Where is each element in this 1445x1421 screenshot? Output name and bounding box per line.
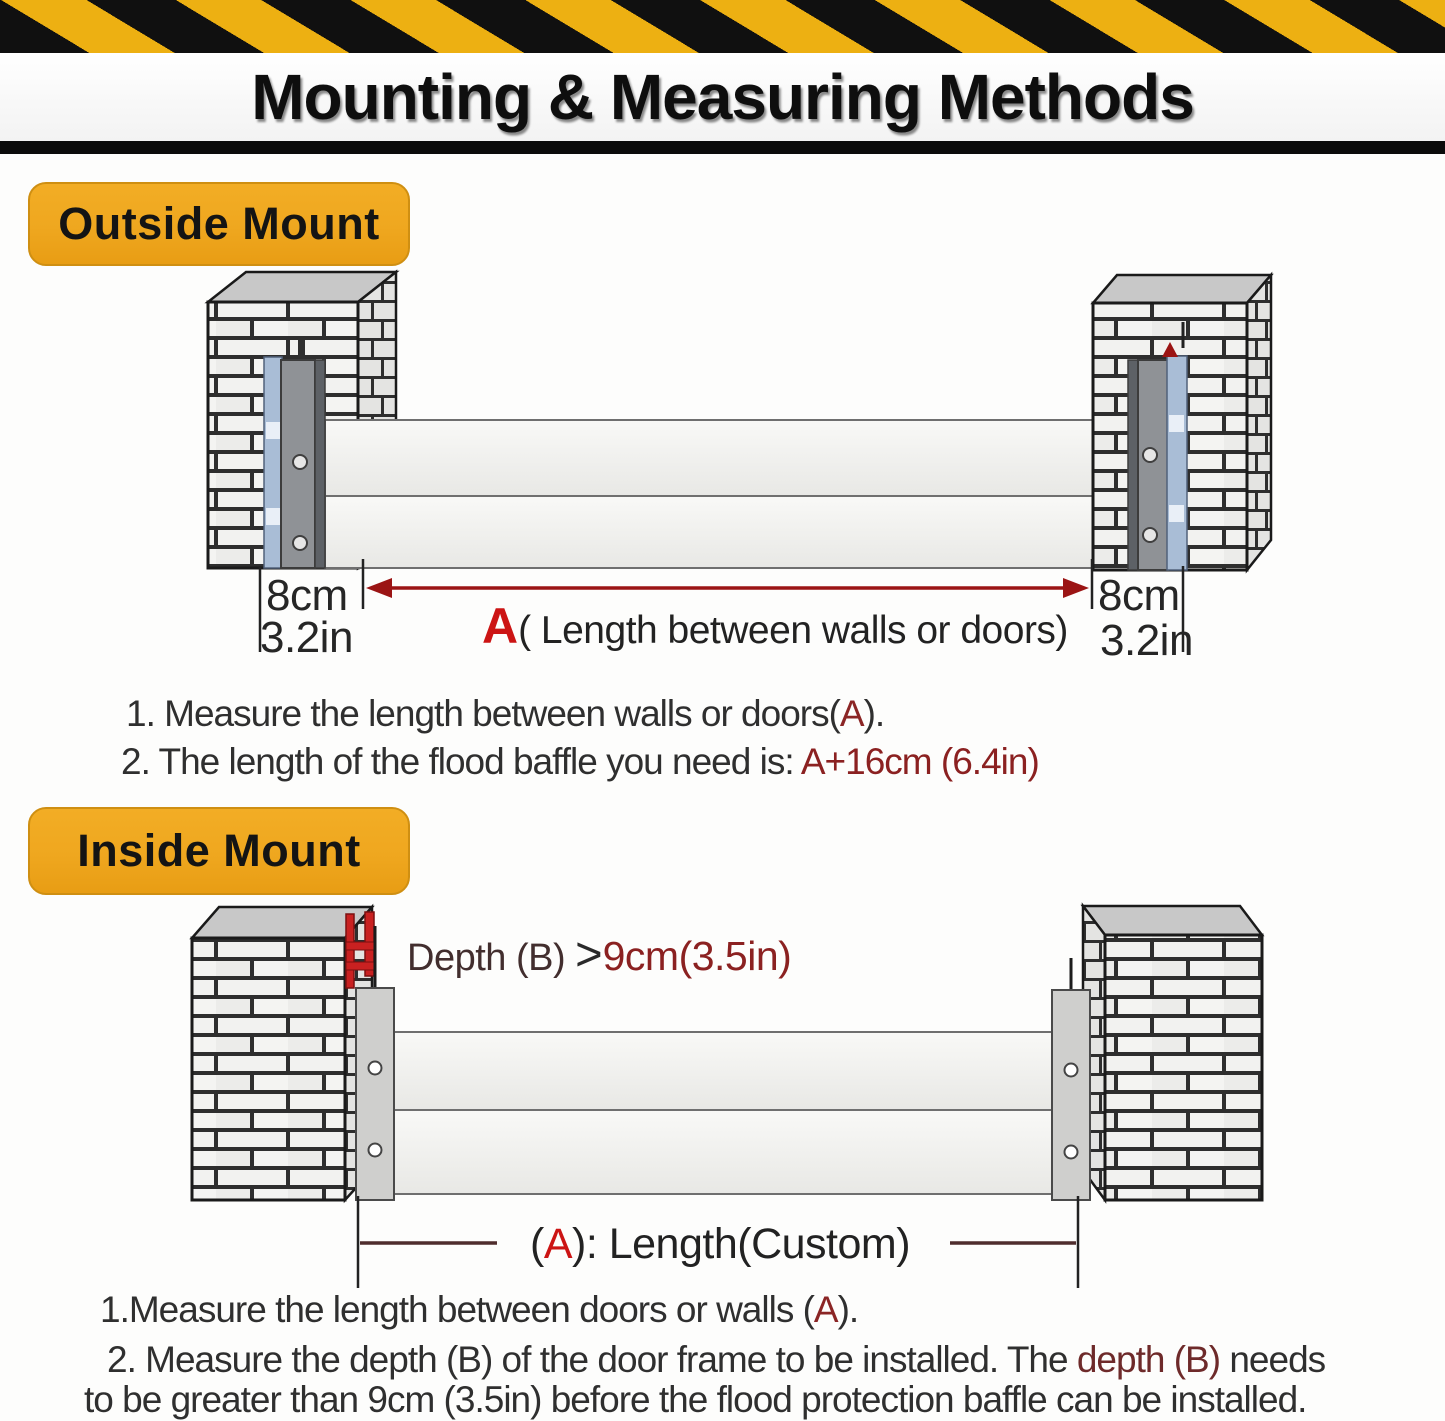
- inside-step-1: 1.Measure the length between doors or walls (A).: [100, 1289, 859, 1330]
- outside-mount-badge: [28, 182, 410, 266]
- depth-b-label: Depth (B) >9cm(3.5in): [407, 927, 792, 980]
- length-a-letter: A: [482, 598, 519, 654]
- right-overlap-cm: 8cm: [1098, 571, 1180, 620]
- title-band: [0, 53, 1445, 141]
- inside-step-2-line2: to be greater than 9cm (3.5in) before the flood protection baffle can be installed.: [84, 1379, 1307, 1420]
- right-overlap-inch: 3.2in: [1100, 616, 1193, 665]
- left-mount-channel: [264, 338, 325, 568]
- right-wall: [1083, 906, 1262, 1200]
- left-overlap-cm: 8cm: [266, 571, 348, 620]
- length-a-text: ( Length between walls or doors): [518, 609, 1068, 652]
- outside-step-2: 2. The length of the flood baffle you need is: A+16cm (6.4in): [121, 741, 1039, 782]
- inside-step-2-line1: 2. Measure the depth (B) of the door frame to be installed. The depth (B) needs: [107, 1339, 1326, 1380]
- flood-barrier-boards: [325, 420, 1131, 568]
- inside-mount-badge: [28, 807, 410, 895]
- length-custom-label: (A): Length(Custom): [530, 1220, 911, 1268]
- inside-mount-badge-label: Inside Mount: [77, 825, 361, 876]
- flood-barrier-boards: [394, 1032, 1058, 1194]
- right-mount-channel: [1052, 958, 1090, 1200]
- left-overlap-inch: 3.2in: [260, 613, 353, 662]
- page-title: Mounting & Measuring Methods: [251, 61, 1194, 133]
- hazard-stripe-banner: [0, 0, 1445, 53]
- outside-step-1: 1. Measure the length between walls or doors(A).: [126, 693, 885, 734]
- left-mount-channel: [356, 988, 394, 1200]
- divider-bar: [0, 141, 1445, 154]
- length-a-label: [482, 597, 1068, 655]
- left-wall: [192, 907, 372, 1200]
- outside-mount-badge-label: Outside Mount: [58, 198, 380, 249]
